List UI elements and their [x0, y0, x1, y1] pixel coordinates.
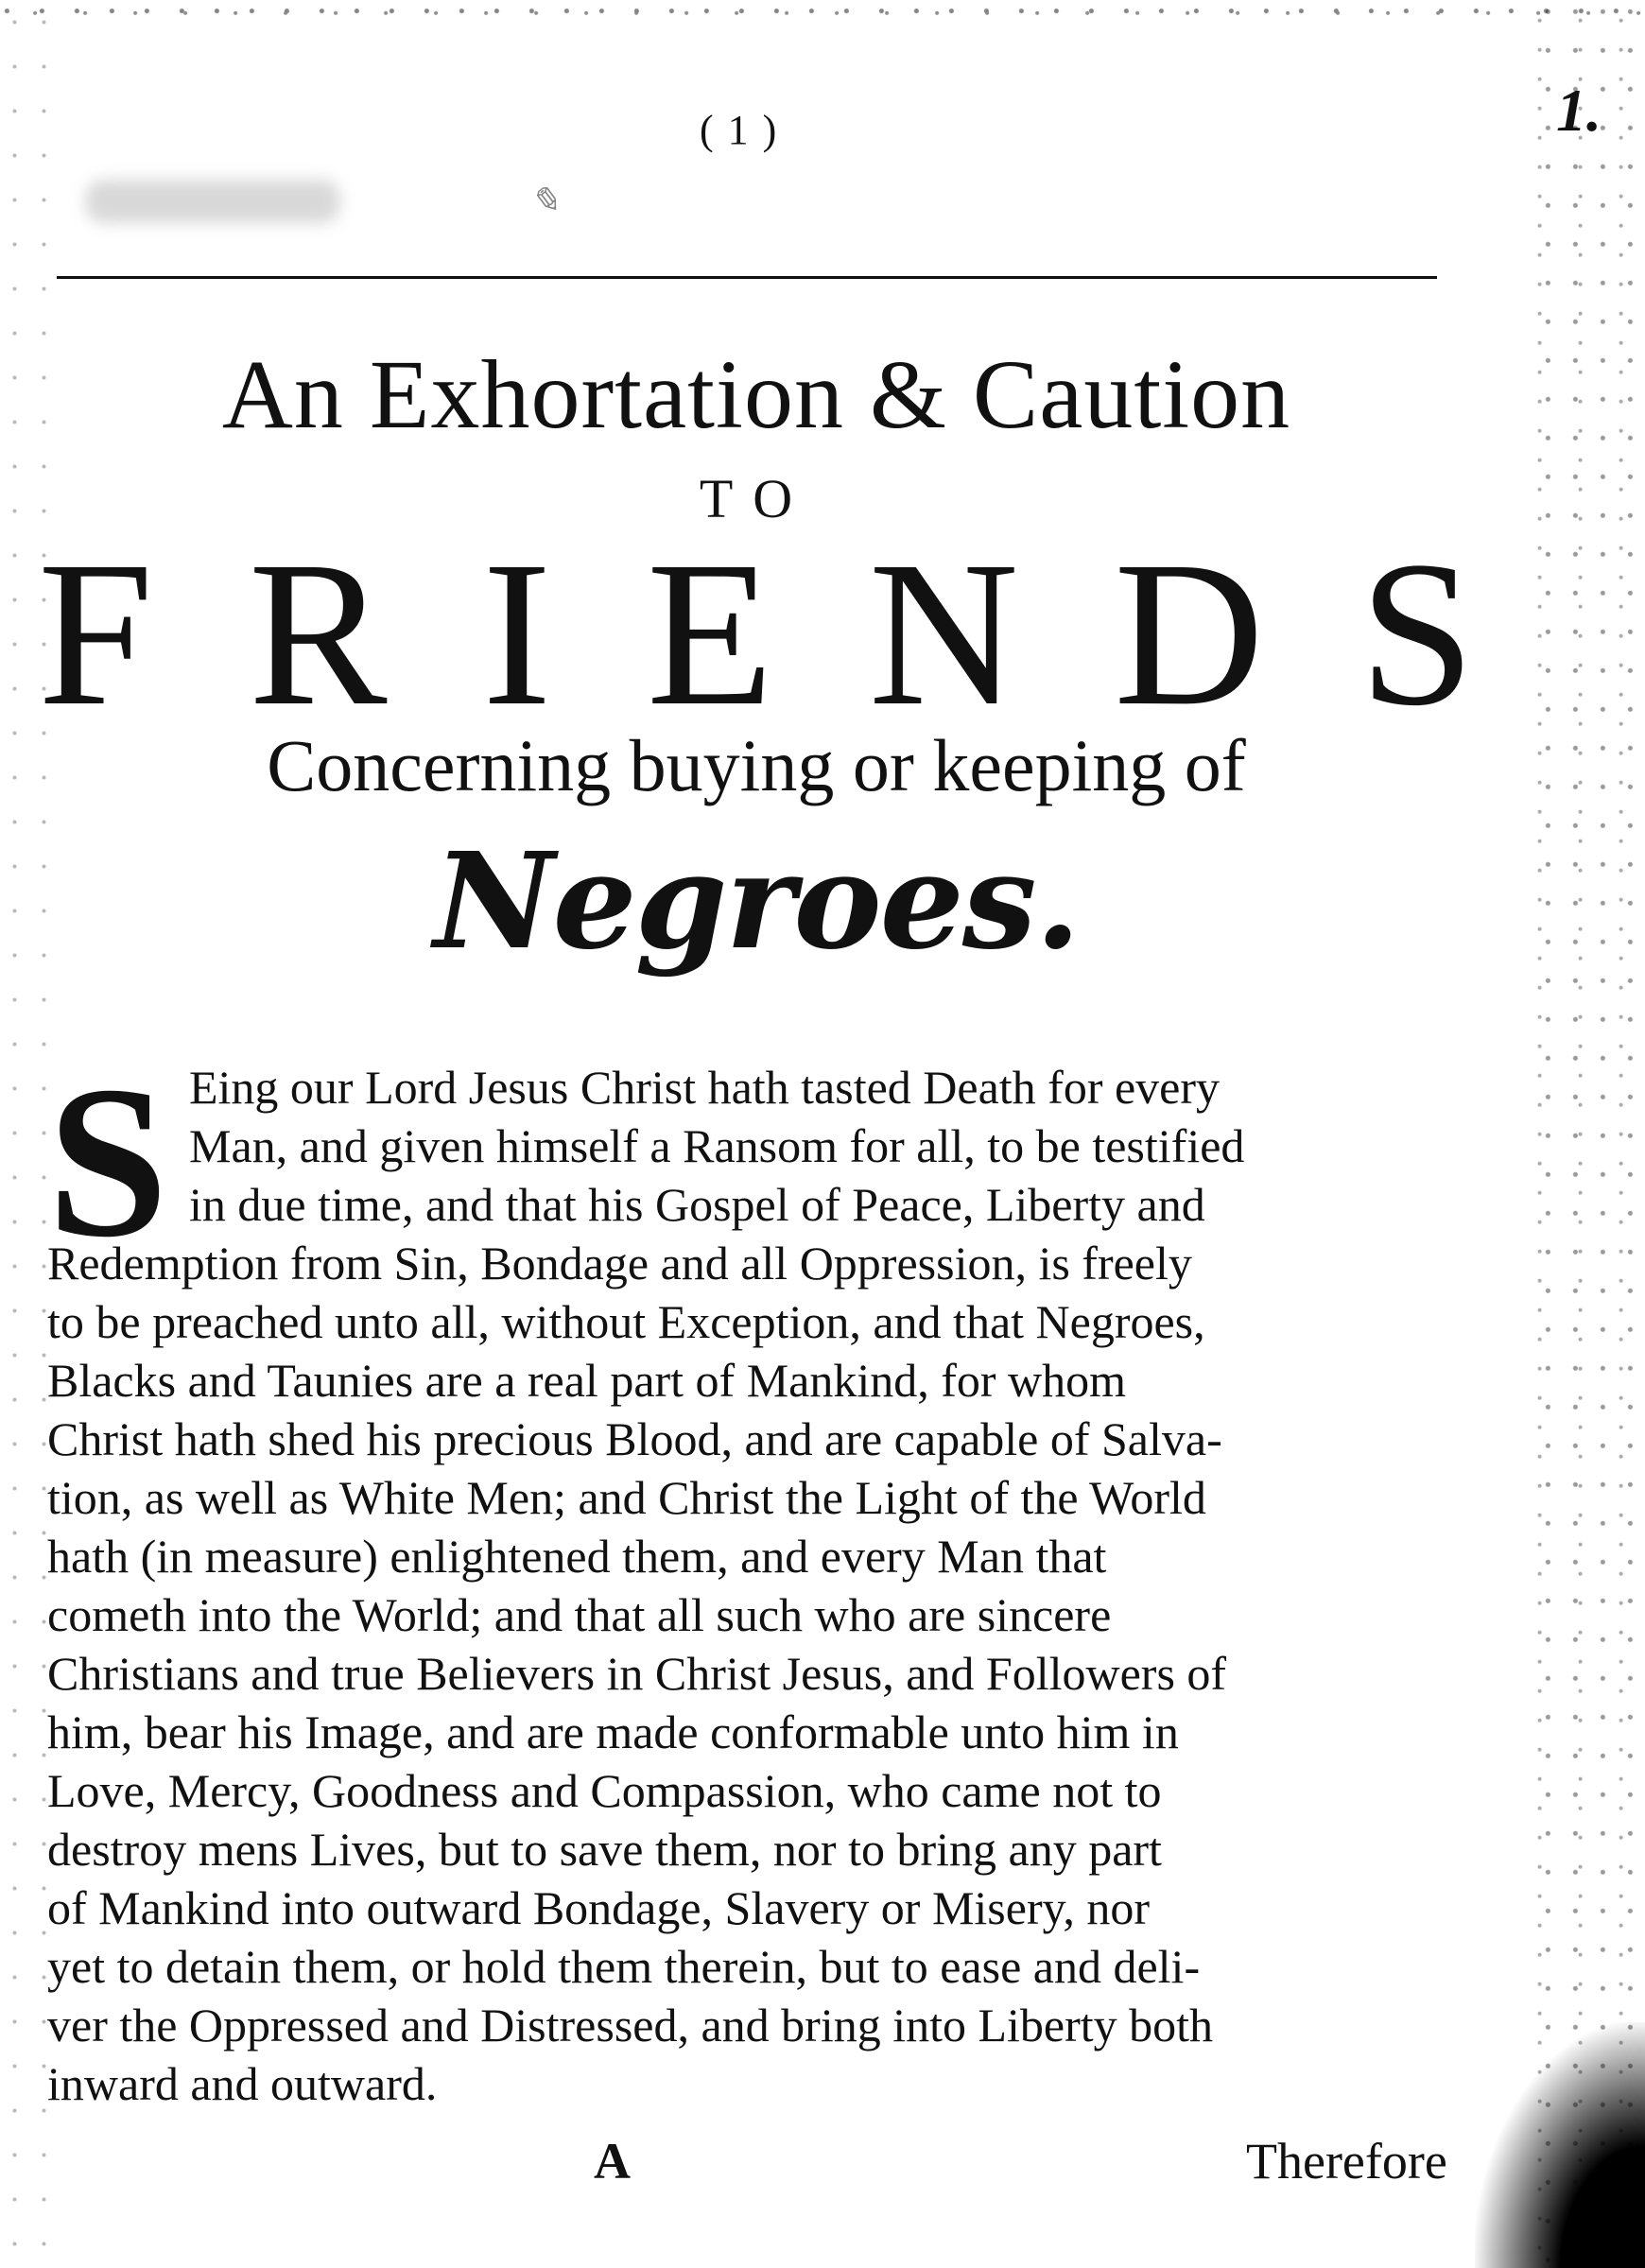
title-friends	[38, 518, 1475, 749]
body-line: inward and outward.	[47, 2057, 438, 2110]
page-number: ( 1 )	[700, 107, 779, 153]
title-line-2: TO	[699, 468, 814, 529]
catchword: Therefore	[1246, 2133, 1447, 2190]
title-letter: E	[646, 518, 774, 749]
page-wear-top	[0, 0, 1645, 28]
title-letter: R	[248, 518, 388, 749]
body-line: to be preached unto all, without Exception, and that Negroes,	[47, 1295, 1205, 1348]
body-line: him, bear his Image, and are made conformable unto him in	[47, 1705, 1179, 1758]
body-line: ver the Oppressed and Distressed, and bring into Liberty both	[47, 1999, 1214, 2052]
title-letter: F	[38, 518, 154, 749]
body-line: Christians and true Believers in Christ Jesus, and Followers of	[47, 1647, 1227, 1700]
body-line: Love, Mercy, Goodness and Compassion, who came not to	[47, 1764, 1162, 1817]
title-negroes: Negroes.	[433, 824, 1080, 979]
obscured-handwriting	[85, 180, 340, 223]
title-line-1: An Exhortation & Caution	[221, 340, 1291, 449]
drop-cap: S	[47, 1041, 168, 1282]
body-line: yet to detain them, or hold them therein, but to ease and deli-	[47, 1940, 1201, 1993]
signature-mark: A	[594, 2133, 631, 2190]
body-line: Eing our Lord Jesus Christ hath tasted Death for every	[189, 1061, 1221, 1114]
body-line: Redemption from Sin, Bondage and all Oppression, is freely	[47, 1237, 1192, 1290]
page-wear-corner	[1475, 2022, 1645, 2268]
title-letter: S	[1359, 518, 1475, 749]
body-line: of Mankind into outward Bondage, Slavery or Misery, nor	[47, 1881, 1150, 1934]
body-line: Man, and given himself a Ransom for all, to be testified	[189, 1119, 1245, 1172]
body-line: in due time, and that his Gospel of Peace, Liberty and	[189, 1178, 1205, 1231]
body-line: tion, as well as White Men; and Christ the Light of the World	[47, 1471, 1206, 1524]
header-rule	[57, 276, 1437, 279]
title-letter: D	[1114, 518, 1265, 749]
faint-handwriting: ✎	[529, 182, 560, 221]
body-line: destroy mens Lives, but to save them, nor to bring any part	[47, 1823, 1162, 1876]
margin-number: 1.	[1556, 77, 1602, 144]
body-line: cometh into the World; and that all such who are sincere	[47, 1588, 1112, 1641]
body-line: Christ hath shed his precious Blood, and are capable of Salva-	[47, 1412, 1222, 1465]
page-wear-right	[1532, 0, 1645, 2268]
body-line: Blacks and Taunies are a real part of Mankind, for whom	[47, 1354, 1127, 1407]
title-letter: N	[868, 518, 1019, 749]
body-line: hath (in measure) enlightened them, and every Man that	[47, 1530, 1107, 1583]
title-letter: I	[482, 518, 552, 749]
title-line-4: Concerning buying or keeping of	[267, 724, 1246, 806]
